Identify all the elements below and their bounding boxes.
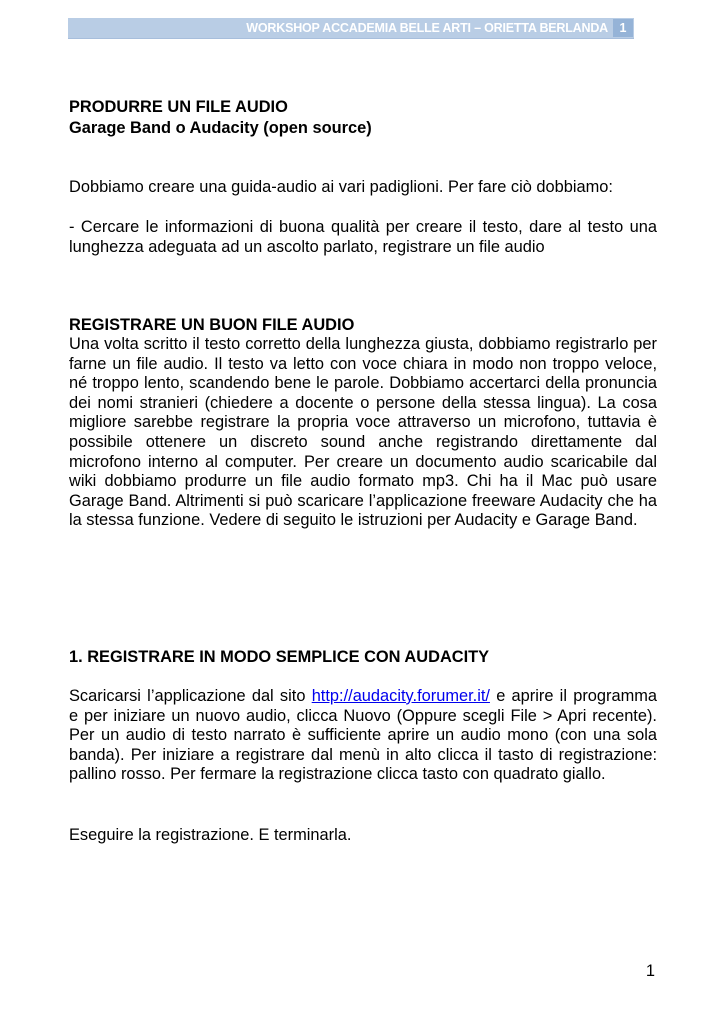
audacity-link[interactable]: http://audacity.forumer.it/ <box>311 687 490 705</box>
body-text: e aprire il programma e per iniziare un nuovo audio, clicca Nuovo (Oppure scegli File > Apri recente). Per un audio di testo narrato è sufficiente aprire un audio mono (con una sola banda). Per iniziare a registrare dal menù in alto clicca il tasto di registrazione: pallino rosso. Per fermare la registrazione clicca tasto con quadrato giallo. <box>69 687 658 784</box>
page-number: 1 <box>645 962 655 980</box>
running-header <box>68 18 634 39</box>
section-heading: REGISTRARE UN BUON FILE AUDIO <box>69 316 355 334</box>
bullet-paragraph: - Cercare le informazioni di buona qualità per creare il testo, dare al testo una lunghezza adeguata ad un ascolto parlato, registrare un file audio <box>69 218 657 256</box>
body-paragraph: Una volta scritto il testo corretto della lunghezza giusta, dobbiamo registrarlo per farne un file audio. Il testo va letto con voce chiara in modo non troppo veloce, né troppo lento, scandendo bene le parole. Dobbiamo accertarci della pronuncia dei nomi stranieri (chiedere a docente o persone della stessa lingua). La cosa migliore sarebbe registrare la propria voce attraverso un microfono, tuttavia è possibile ottenere un discreto sound anche registrando direttamente dal microfono interno al computer. Per creare un documento audio scaricabile dal wiki dobbiamo produrre un file audio formato mp3. Chi ha il Mac può usare Garage Band. Altrimenti si può scaricare l’applicazione freeware Audacity che ha la stessa funzione. Vedere di seguito le istruzioni per Audacity e Garage Band. <box>69 335 657 530</box>
section-heading: PRODURRE UN FILE AUDIO <box>69 98 288 116</box>
section-subtitle: Garage Band o Audacity (open source) <box>69 119 372 137</box>
body-text: Scaricarsi l’applicazione dal sito <box>69 687 312 705</box>
section-heading: 1. REGISTRARE IN MODO SEMPLICE CON AUDACITY <box>69 648 490 666</box>
closing-paragraph: Eseguire la registrazione. E terminarla. <box>69 826 352 844</box>
header-page-number: 1 <box>613 19 633 37</box>
header-title: WORKSHOP ACCADEMIA BELLE ARTI – ORIETTA BERLANDA <box>246 21 608 35</box>
intro-paragraph: Dobbiamo creare una guida-audio ai vari padiglioni. Per fare ciò dobbiamo: <box>69 178 613 196</box>
body-paragraph <box>69 687 657 785</box>
